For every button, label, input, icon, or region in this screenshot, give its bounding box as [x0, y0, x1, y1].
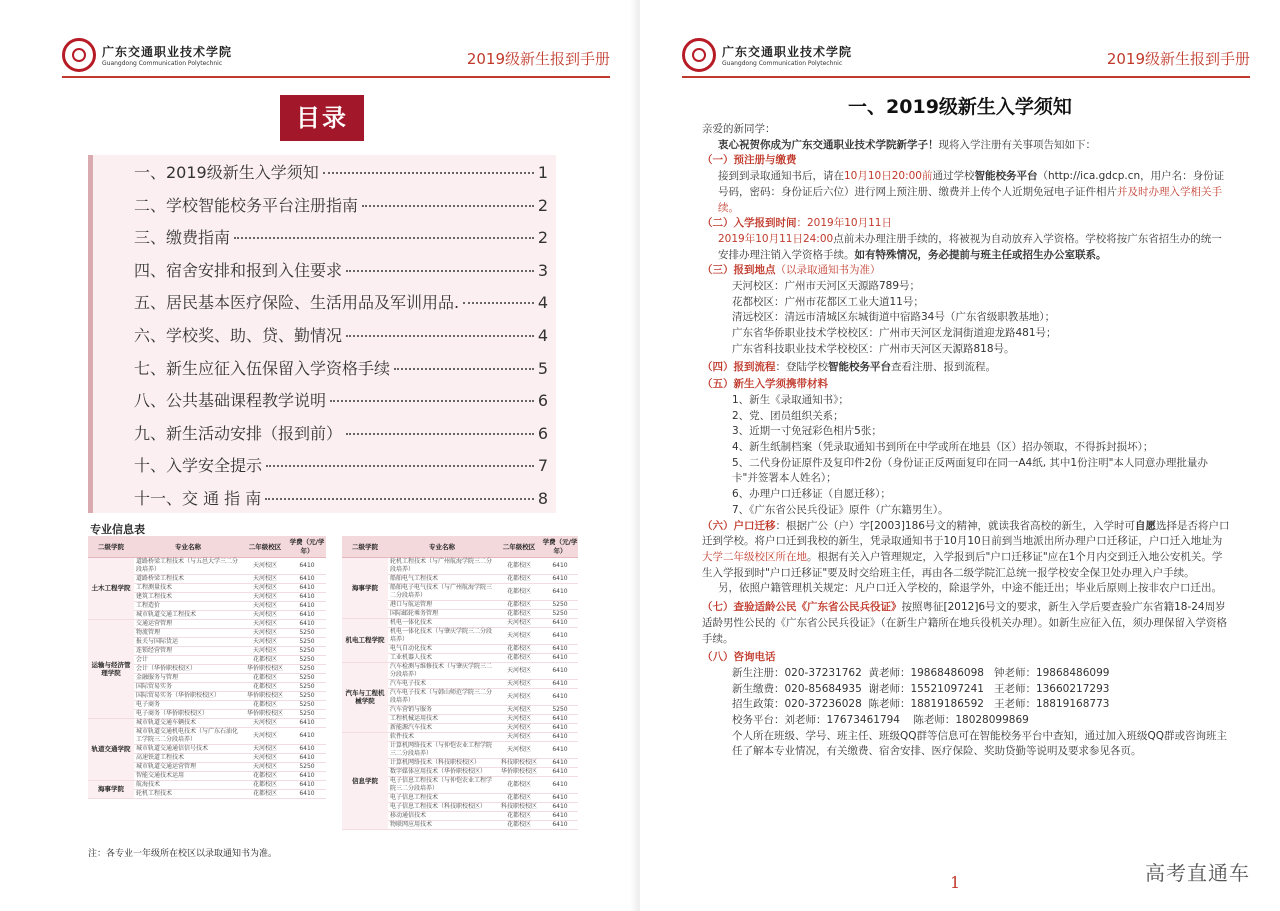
s6-text: ：根据广公（户）字[2003]186号文的精神，就读我省高校的新生，入学时可 [775, 519, 1135, 532]
major-name: 报关与国际货运 [134, 637, 242, 646]
column-header: 二级学院 [88, 536, 134, 557]
major-name: 连锁经营管理 [134, 646, 242, 655]
tuition: 6410 [542, 732, 578, 741]
tuition: 6410 [542, 714, 578, 723]
campus: 花都校区 [496, 600, 542, 609]
s1-red-note: 并及时办理入学相关手续。 [718, 185, 1222, 214]
campus: 天河校区 [496, 627, 542, 644]
watermark: 高考直通车 [1145, 861, 1250, 885]
tuition: 6410 [288, 753, 326, 762]
major-name: 国际贸易实务（华侨职校校区） [134, 691, 242, 700]
header-rule-right [682, 76, 1250, 78]
s2-text: 点前未办理注册手续的，将被视为自动放弃入学资格。学校将按广东省招生办的统一安排办理注销入学资格手续。 [718, 232, 1222, 261]
tuition: 6410 [288, 771, 326, 780]
tuition: 6410 [542, 688, 578, 705]
major-name: 金融服务与管理 [134, 673, 242, 682]
material-item: 7、《广东省公民兵役证》原件（广东籍男生）。 [732, 503, 949, 516]
tuition: 6410 [288, 780, 326, 789]
tuition: 6410 [542, 583, 578, 600]
page-number: 1 [950, 873, 961, 892]
campus: 花都校区 [242, 789, 288, 798]
major-name: 港口与航运管理 [388, 600, 496, 609]
phone-list [702, 666, 1232, 729]
tuition: 5250 [288, 673, 326, 682]
campus: 花都校区 [496, 574, 542, 583]
campus: 科技职校校区 [496, 802, 542, 811]
s1-deadline: 10月10日20:00前 [844, 170, 933, 183]
major-name: 机电一体化技术（与肇庆学院三二分段培养） [388, 627, 496, 644]
phone-item: 新生缴费：020-85684935 谢老师：15521097241 王老师：13660217293 [732, 682, 1110, 695]
tuition: 6410 [542, 802, 578, 811]
college-cell: 汽车与工程机械学院 [342, 662, 388, 732]
toc-item-label: 一、2019级新生入学须知 [134, 163, 319, 182]
campus: 花都校区 [242, 655, 288, 664]
s1-text-b: 通过学校 [932, 170, 975, 183]
s1-title: （一）预注册与缴费 [702, 154, 797, 167]
tuition: 5250 [288, 664, 326, 673]
congrats: 衷心祝贺你成为广东交通职业技术学院新学子！ [718, 138, 939, 151]
major-name: 城市轨道交通机电技术（与广东石油化工学院三二分段培养） [134, 727, 242, 744]
campus: 天河校区 [242, 762, 288, 771]
majors-table-left [88, 536, 326, 799]
major-name: 城市轨道交通运营管理 [134, 762, 242, 771]
toc-item[interactable] [134, 421, 548, 454]
toc-item[interactable] [134, 225, 548, 258]
toc-item-page: 3 [537, 260, 548, 280]
toc-leader [330, 400, 534, 402]
major-name: 建筑工程技术 [134, 592, 242, 601]
s4-platform: 智能校务平台 [828, 360, 891, 373]
tuition: 6410 [542, 557, 578, 574]
school-name-cn: 广东交通职业技术学院 [102, 45, 233, 59]
tuition: 6410 [542, 776, 578, 793]
tuition: 5250 [288, 709, 326, 718]
s5-title: （五）新生入学须携带材料 [702, 378, 828, 391]
campus: 天河校区 [496, 618, 542, 627]
s1-platform: 智能校务平台 [974, 170, 1038, 183]
major-name: 国际贸易实务 [134, 682, 242, 691]
campus: 天河校区 [496, 679, 542, 688]
major-name: 船舶电子电气技术（与广州航海学院三二分段培养） [388, 583, 496, 600]
school-name-cn: 广东交通职业技术学院 [722, 45, 853, 59]
s2-deadline: 2019年10月11日24:00 [718, 232, 834, 245]
tuition: 5250 [288, 646, 326, 655]
college-cell: 机电工程学院 [342, 618, 388, 662]
material-item: 5、二代身份证原件及复印件2份（身份证正反两面复印在同一A4纸, 其中1份注明"本人同意办理批量办卡"并签署本人姓名）； [732, 456, 1208, 485]
toc-leader [394, 368, 534, 370]
tuition: 6410 [542, 574, 578, 583]
tuition: 5250 [288, 628, 326, 637]
toc-item-page: 1 [537, 163, 548, 182]
campus: 天河校区 [242, 637, 288, 646]
column-header: 二年级校区 [496, 536, 542, 557]
campus: 花都校区 [496, 820, 542, 829]
campus: 天河校区 [242, 744, 288, 753]
major-name: 移动通信技术 [388, 811, 496, 820]
material-item: 4、新生纸制档案（凭录取通知书到所在中学或所在地县（区）招办领取，不得拆封损坏）； [732, 441, 1154, 454]
campus: 天河校区 [242, 601, 288, 610]
table-row [88, 780, 326, 789]
location-item: 花都校区：广州市花都区工业大道11号； [732, 295, 924, 308]
major-name: 交通运营管理 [134, 619, 242, 628]
campus: 花都校区 [496, 811, 542, 820]
major-name: 汽车营销与服务 [388, 705, 496, 714]
toc-leader [463, 302, 534, 304]
campus: 华侨职校校区 [242, 691, 288, 700]
toc-item-label: 二、学校智能校务平台注册指南 [134, 195, 359, 215]
major-name: 汽车检测与维修技术（与肇庆学院三二分段培养） [388, 662, 496, 679]
s3-sub: （以录取通知书为准） [775, 264, 881, 277]
tuition: 6410 [288, 718, 326, 727]
campus: 花都校区 [496, 557, 542, 574]
greeting: 亲爱的新同学： [702, 123, 776, 135]
tuition: 6410 [542, 758, 578, 767]
campus: 花都校区 [242, 780, 288, 789]
campus: 天河校区 [242, 610, 288, 619]
s4-text-b: 查看注册、报到流程。 [891, 360, 996, 373]
major-name: 电子商务 [134, 700, 242, 709]
major-name: 道路桥梁工程技术 [134, 574, 242, 583]
toc-item[interactable] [134, 356, 548, 389]
tuition: 6410 [542, 811, 578, 820]
tuition: 6410 [288, 574, 326, 583]
material-item: 2、党、团员组织关系； [732, 409, 844, 422]
toc-item-page: 5 [537, 358, 548, 378]
tuition: 5250 [288, 637, 326, 646]
column-header: 学费（元/学年） [288, 536, 326, 557]
phone-item: 新生注册：020-37231762 黄老师：19868486098 钟老师：19868486099 [732, 666, 1110, 679]
toc-leader [234, 237, 534, 239]
campus: 天河校区 [496, 741, 542, 758]
majors-table-right [342, 536, 578, 830]
major-name: 软件技术 [388, 732, 496, 741]
toc-item-label: 六、学校奖、助、贷、勤情况 [134, 325, 343, 345]
tuition: 6410 [542, 644, 578, 653]
congrats-rest: 现将入学注册有关事项告知如下： [938, 138, 1096, 151]
toc-leader [362, 205, 534, 207]
table-row [342, 732, 578, 741]
toc-item-label: 七、新生应征入伍保留入学资格手续 [134, 358, 391, 378]
column-header: 二级学院 [342, 536, 388, 557]
campus: 花都校区 [496, 776, 542, 793]
school-seal-icon [62, 38, 96, 72]
table-header-row [342, 536, 578, 557]
campus: 天河校区 [242, 753, 288, 762]
s4-title: （四）报到流程 [702, 360, 776, 373]
campus: 科技职校校区 [496, 758, 542, 767]
column-header: 专业名称 [388, 536, 496, 557]
major-name: 城市轨道交通工程技术 [134, 610, 242, 619]
material-item: 1、新生《录取通知书》； [732, 393, 849, 406]
header-right [682, 38, 1250, 78]
tuition: 5250 [542, 705, 578, 714]
notice-body [702, 122, 1232, 760]
campus: 天河校区 [496, 705, 542, 714]
s8-note: 个人所在班级、学号、班主任、班级QQ群等信息可在智能校务平台中查知，通过加入班级QQ群或咨询班主任了解本专业情况，有关缴费、宿舍安排、医疗保险、奖助贷勤等说明及要求参见各页。 [732, 729, 1228, 758]
column-header: 专业名称 [134, 536, 242, 557]
tuition: 6410 [542, 723, 578, 732]
toc-item[interactable] [134, 258, 548, 291]
toc-item-label: 九、新生活动安排（报到前） [134, 423, 343, 443]
college-cell: 海事学院 [342, 557, 388, 618]
major-name: 船舶电气工程技术 [388, 574, 496, 583]
tuition: 6410 [288, 789, 326, 798]
campus: 花都校区 [242, 700, 288, 709]
toc-item-label: 四、宿舍安排和报到入住要求 [134, 260, 343, 280]
s6-title: （六）户口迁移 [702, 519, 776, 532]
major-name: 道路桥梁工程技术（与五邑大学三二分段培养） [134, 557, 242, 574]
major-name: 电子信息工程技术 [388, 793, 496, 802]
major-name: 机电一体化技术 [388, 618, 496, 627]
school-seal-icon [682, 38, 716, 72]
major-name: 数字媒体应用技术（华侨职校校区） [388, 767, 496, 776]
major-name: 电气自动化技术 [388, 644, 496, 653]
campus: 花都校区 [496, 609, 542, 618]
s1-text: 接到到录取通知书后，请在 [718, 170, 844, 183]
s2-bold: 如有特殊情况，务必提前与班主任或招生办公室联系。 [854, 248, 1107, 261]
tuition: 5250 [542, 609, 578, 618]
tuition: 5250 [288, 691, 326, 700]
major-name: 国际邮轮乘务管理 [388, 609, 496, 618]
s6-text-d: 另，依照户籍管理机关规定：凡户口迁入学校的，除退学外，中途不能迁出；毕业后原则上按非农户口迁出。 [718, 582, 1222, 595]
tuition: 6410 [542, 618, 578, 627]
s3-title: （三）报到地点 [702, 264, 776, 277]
s6-text-b: 选择是否将户口迁到学校。将户口迁到我校的新生，凭录取通知书于10月10日前到当地派出所办理户口迁移证，户口迁入地址为 [702, 519, 1230, 548]
majors-caption: 专业信息表 [90, 523, 145, 536]
major-name: 汽车电子技术（与韩山师范学院三二分段培养） [388, 688, 496, 705]
tuition: 6410 [542, 653, 578, 662]
major-name: 工程机械运用技术 [388, 714, 496, 723]
toc-item-label: 五、居民基本医疗保险、生活用品及军训用品. [134, 293, 460, 313]
major-name: 智能交通技术运用 [134, 771, 242, 780]
tuition: 6410 [288, 592, 326, 601]
campus: 天河校区 [242, 646, 288, 655]
school-logo [62, 38, 232, 72]
s6-text-c: 。根据有关入户管理规定，入学报到后"户口迁移证"应在1个月内交到迁入地公安机关。学生入学报到时"户口迁移证"要及时交给班主任，再由各二级学院汇总统一报学校安全保卫处办理入户手续。 [702, 550, 1223, 579]
campus: 花都校区 [242, 771, 288, 780]
table-header-row [88, 536, 326, 557]
campus: 华侨职校校区 [242, 709, 288, 718]
toc-item[interactable] [134, 388, 548, 421]
campus: 天河校区 [496, 688, 542, 705]
tuition: 6410 [542, 627, 578, 644]
campus: 天河校区 [242, 628, 288, 637]
tuition: 6410 [542, 679, 578, 688]
college-cell: 轨道交通学院 [88, 718, 134, 780]
campus: 天河校区 [242, 583, 288, 592]
toc-leader [323, 172, 534, 174]
major-name: 电子信息工程技术（科技职校校区） [388, 802, 496, 811]
toc-item-page: 6 [537, 423, 548, 443]
toc-leader [266, 465, 534, 467]
toc-item-page: 8 [537, 488, 548, 508]
tuition: 6410 [542, 662, 578, 679]
major-name: 物流管理 [134, 628, 242, 637]
toc-item[interactable] [134, 486, 548, 519]
s2-title: （二）入学报到时间 [702, 217, 797, 230]
major-name: 电子信息工程技术（与仲恺农业工程学院三二分段培养） [388, 776, 496, 793]
major-name: 计算机网络技术（与仲恺农业工程学院三二分段培养） [388, 741, 496, 758]
tuition: 5250 [288, 655, 326, 664]
tuition: 6410 [288, 727, 326, 744]
location-list [702, 279, 1232, 358]
table-row [88, 619, 326, 628]
campus: 花都校区 [496, 644, 542, 653]
campus: 天河校区 [242, 619, 288, 628]
tuition: 6410 [288, 557, 326, 574]
tuition: 6410 [288, 619, 326, 628]
location-item: 广东省华侨职业技术学校校区：广州市天河区龙洞街道迎龙路481号； [732, 327, 1057, 340]
header [62, 38, 610, 78]
location-item: 清远校区：清远市清城区东城街道中宿路34号（广东省级职教基地）； [732, 311, 1056, 324]
toc-item-label: 三、缴费指南 [134, 228, 231, 248]
major-name: 高速铁道工程技术 [134, 753, 242, 762]
toc-leader [346, 270, 534, 272]
toc-item[interactable] [134, 453, 548, 486]
tuition: 6410 [542, 820, 578, 829]
handbook-title: 2019级新生报到手册 [1106, 50, 1250, 68]
tuition: 5250 [542, 600, 578, 609]
major-name: 工业机器人技术 [388, 653, 496, 662]
table-row [342, 618, 578, 627]
toc-item[interactable] [134, 160, 548, 193]
s7-title: （七）查验适龄公民《广东省公民兵役证》 [702, 601, 902, 614]
phone-item: 校务平台：刘老师：17673461794 陈老师：18028099869 [732, 714, 1029, 727]
material-item: 6、办理户口迁移证（自愿迁移）； [732, 488, 891, 501]
toc-leader [265, 498, 534, 500]
location-item: 广东省科技职业技术学校校区：广州市天河区天源路818号。 [732, 342, 1015, 355]
table-row [342, 557, 578, 574]
phone-item: 招生政策：020-37236028 陈老师：18819186592 王老师：18819168773 [732, 698, 1110, 711]
major-name: 航海技术 [134, 780, 242, 789]
major-name: 物联网应用技术 [388, 820, 496, 829]
s2-time: ：2019年10月11日 [796, 217, 892, 230]
toc-item-page: 2 [537, 228, 548, 248]
table-note: 注：各专业一年级所在校区以录取通知书为准。 [88, 849, 278, 859]
major-name: 计算机网络技术（科技职校校区） [388, 758, 496, 767]
toc-title: 目录 [280, 95, 364, 141]
campus: 华侨职校校区 [496, 767, 542, 776]
toc-item-label: 十、入学安全提示 [134, 456, 263, 476]
tuition: 6410 [288, 583, 326, 592]
tuition: 6410 [542, 793, 578, 802]
campus: 天河校区 [242, 727, 288, 744]
major-name: 会计 [134, 655, 242, 664]
campus: 天河校区 [242, 557, 288, 574]
college-cell: 运输与经济管理学院 [88, 619, 134, 718]
toc-leader [346, 433, 534, 435]
toc-leader [346, 335, 534, 337]
tuition: 6410 [542, 767, 578, 776]
campus: 花都校区 [496, 793, 542, 802]
s8-title: （八）咨询电话 [702, 651, 776, 664]
major-name: 电子商务（华侨职校校区） [134, 709, 242, 718]
tuition: 5250 [288, 682, 326, 691]
section-title: 一、2019级新生入学须知 [848, 96, 1072, 118]
toc-item-label: 十一、交 通 指 南 [134, 488, 262, 508]
materials-list [702, 393, 1232, 519]
table-of-contents [134, 160, 548, 519]
toc-item-page: 7 [537, 456, 548, 476]
campus: 花都校区 [496, 583, 542, 600]
college-cell: 土木工程学院 [88, 557, 134, 619]
campus: 华侨职校校区 [242, 664, 288, 673]
location-item: 天河校区：广州市天河区天源路789号； [732, 280, 921, 293]
handbook-title: 2019级新生报到手册 [466, 50, 610, 68]
column-header: 学费（元/学年） [542, 536, 578, 557]
campus: 天河校区 [242, 592, 288, 601]
major-name: 轮机工程技术 [134, 789, 242, 798]
campus: 花都校区 [496, 653, 542, 662]
toc-item[interactable] [134, 323, 548, 356]
school-logo-right [682, 38, 852, 72]
table-row [88, 557, 326, 574]
table-row [342, 662, 578, 679]
tuition: 6410 [542, 741, 578, 758]
major-name: 会计（华侨职校校区） [134, 664, 242, 673]
major-name: 轮机工程技术（与广州航海学院三二分段培养） [388, 557, 496, 574]
major-name: 城市轨道交通通信信号技术 [134, 744, 242, 753]
s4-text: ：登陆学校 [775, 360, 828, 373]
table-row [88, 718, 326, 727]
major-name: 工程造价 [134, 601, 242, 610]
header-rule [62, 76, 610, 78]
campus: 天河校区 [242, 718, 288, 727]
toc-item-page: 2 [537, 195, 548, 215]
tuition: 5250 [288, 762, 326, 771]
column-header: 二年级校区 [242, 536, 288, 557]
college-cell: 信息学院 [342, 732, 388, 829]
campus: 天河校区 [496, 723, 542, 732]
toc-item[interactable] [134, 290, 548, 323]
toc-item-page: 4 [537, 325, 548, 345]
tuition: 6410 [288, 601, 326, 610]
toc-item-label: 八、公共基础课程教学说明 [134, 391, 327, 411]
tuition: 6410 [288, 610, 326, 619]
major-name: 新能源汽车技术 [388, 723, 496, 732]
material-item: 3、近期一寸免冠彩色相片5张； [732, 425, 882, 438]
campus: 天河校区 [496, 732, 542, 741]
campus: 天河校区 [496, 714, 542, 723]
s1-text-c: （http://ica.gdcp.cn，用户名：身份证号码，密码：身份证后六位）进行网上预注册、缴费并上传个人近期免冠电子证件相片 [718, 170, 1225, 198]
campus: 天河校区 [242, 574, 288, 583]
s6-red: 大学二年级校区所在地 [702, 550, 807, 563]
toc-item-page: 4 [537, 293, 548, 313]
major-name: 城市轨道交通车辆技术 [134, 718, 242, 727]
campus: 天河校区 [496, 662, 542, 679]
toc-item[interactable] [134, 193, 548, 226]
toc-item-page: 6 [537, 391, 548, 411]
campus: 花都校区 [242, 673, 288, 682]
s6-bold: 自愿 [1134, 519, 1156, 532]
college-cell: 海事学院 [88, 780, 134, 798]
campus: 花都校区 [242, 682, 288, 691]
major-name: 汽车电子技术 [388, 679, 496, 688]
tuition: 6410 [288, 744, 326, 753]
school-name-en: Guangdong Communication Polytechnic [102, 60, 223, 67]
tuition: 5250 [288, 700, 326, 709]
school-name-en: Guangdong Communication Polytechnic [722, 60, 843, 67]
major-name: 工程测量技术 [134, 583, 242, 592]
s7-text: 按照粤征[2012]6号文的要求，新生入学后要查验广东省籍18-24周岁适龄男性公民的《广东省公民兵役证》（在新生户籍所在地兵役机关办理）。如新生应征入伍，须办理保留入学资格手续。 [702, 601, 1227, 645]
